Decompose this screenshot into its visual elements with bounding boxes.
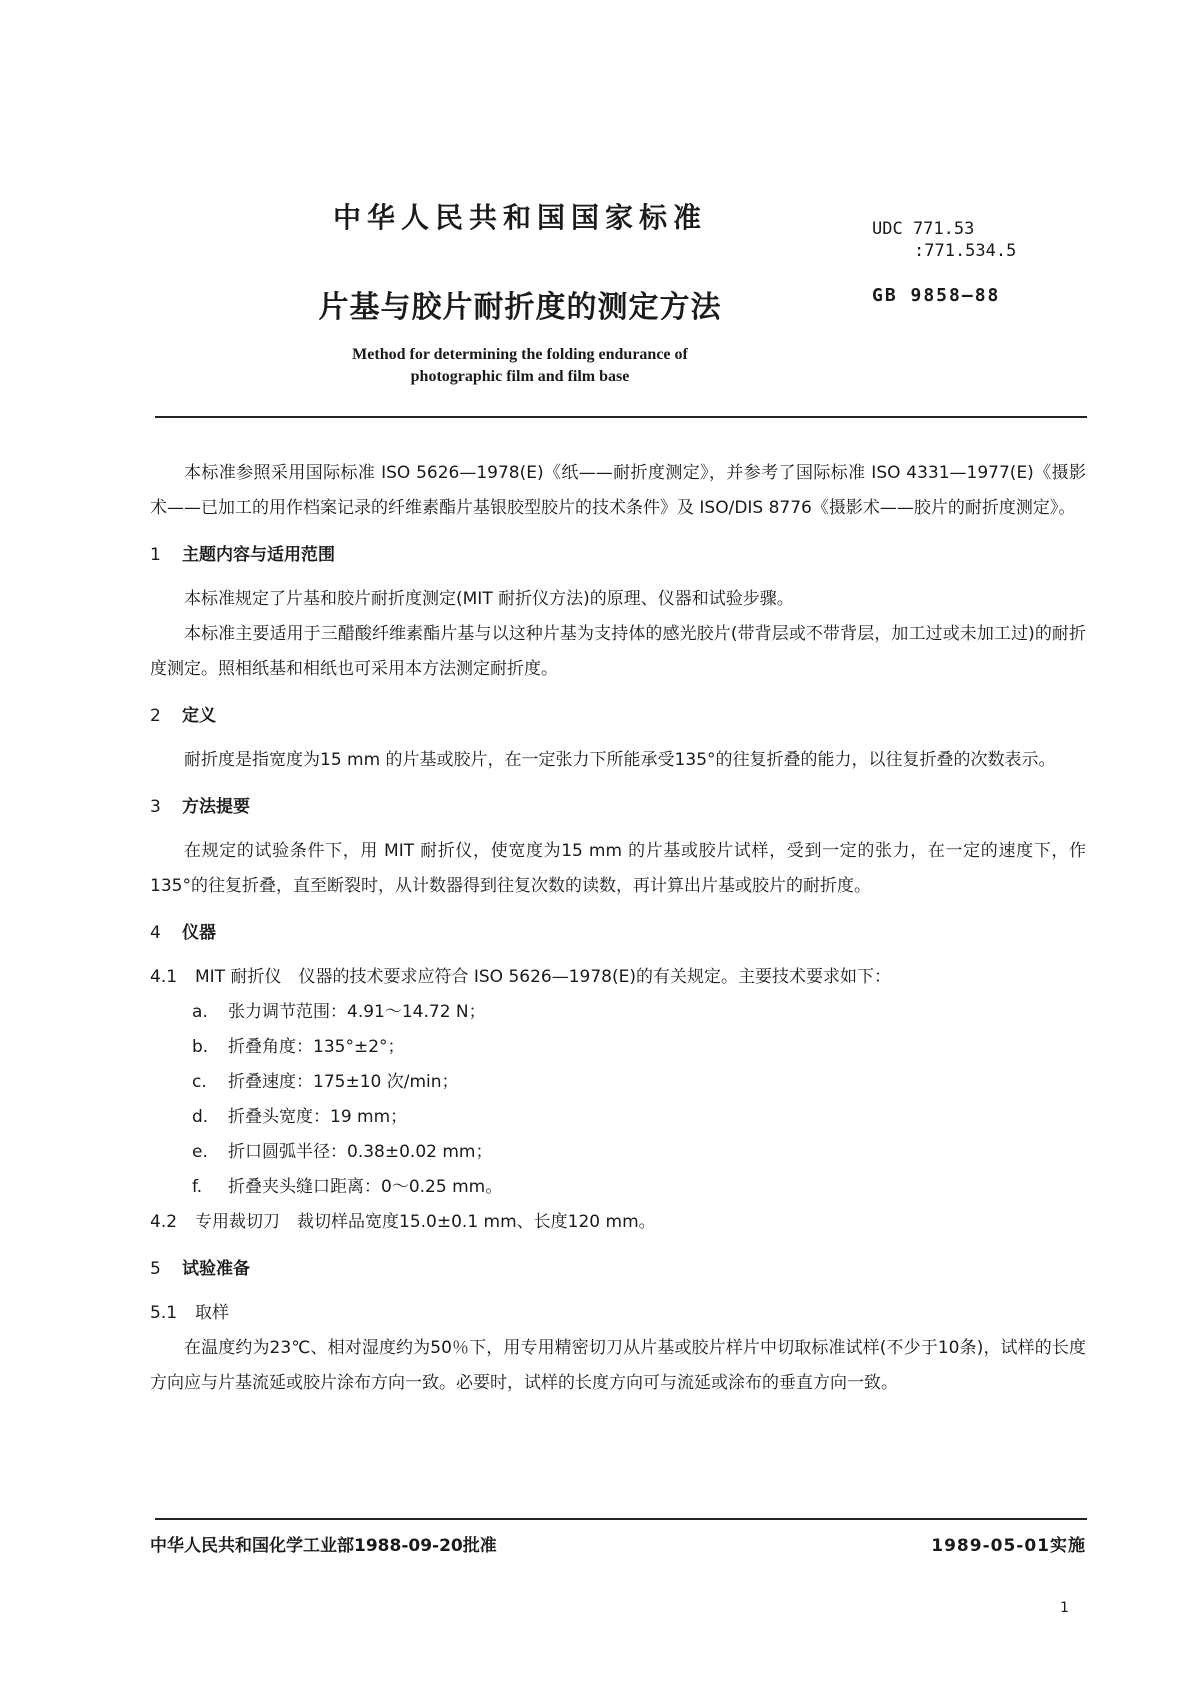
item-label: e. (192, 1142, 208, 1162)
section-1-paragraph-2: 本标准主要适用于三醋酸纤维素酯片基与以这种片基为支持体的感光胶片(带背层或不带背层，加工过或未加工过)的耐折度测定。照相纸基和相纸也可采用本方法测定耐折度。 (150, 624, 1086, 679)
section-4-heading (150, 916, 1086, 951)
subsection-4-2 (150, 1205, 1086, 1240)
section-title: 主题内容与适用范围 (182, 545, 335, 565)
section-5-heading (150, 1252, 1086, 1287)
udc-line-1: UDC 771.53 (872, 219, 975, 239)
top-rule (155, 416, 1087, 418)
section-1-heading (150, 538, 1086, 573)
section-5-paragraph-1: 在温度约为23℃、相对湿度约为50％下，用专用精密切刀从片基或胶片样片中切取标准试样(不少于10条)，试样的长度方向应与片基流延或胶片涂布方向一致。必要时，试样的长度方向可与流延或涂布的垂直方向一致。 (150, 1338, 1086, 1393)
subsection-number: 5.1 (150, 1303, 178, 1323)
subsection-5-1 (150, 1296, 1086, 1331)
subsection-text: 专用裁切刀 裁切样品宽度15.0±0.1 mm、长度120 mm。 (195, 1212, 656, 1232)
bottom-rule (155, 1518, 1087, 1520)
section-number: 2 (150, 706, 161, 726)
item-label: c. (192, 1072, 207, 1092)
gb-number: GB 9858—88 (872, 285, 1001, 306)
section-2-paragraph-1: 耐折度是指宽度为15 mm 的片基或胶片，在一定张力下所能承受135°的往复折叠的能力，以往复折叠的次数表示。 (184, 750, 1056, 770)
subsection-4-1 (150, 960, 1086, 995)
section-3-paragraph-1: 在规定的试验条件下，用 MIT 耐折仪，使宽度为15 mm 的片基或胶片试样，受到一定的张力，在一定的速度下，作135°的往复折叠，直至断裂时，从计数器得到往复次数的读数，再计算出片基或胶片的耐折度。 (150, 841, 1086, 896)
list-item (150, 1135, 1086, 1170)
section-3-heading (150, 790, 1086, 825)
item-label: a. (192, 1002, 208, 1022)
english-title-line-1: Method for determining the folding endurance of (352, 346, 688, 363)
section-number: 1 (150, 545, 161, 565)
page-number: 1 (1060, 1600, 1069, 1616)
item-text: 折叠速度：175±10 次/min； (228, 1072, 459, 1092)
section-2-heading (150, 699, 1086, 734)
english-title (0, 344, 1040, 388)
section-number: 4 (150, 923, 161, 943)
udc-line-2: :771.534.5 (914, 241, 1017, 261)
section-number: 5 (150, 1259, 161, 1279)
subsection-number: 4.1 (150, 967, 178, 987)
udc-code (872, 218, 1016, 262)
item-text: 折叠头宽度：19 mm； (228, 1107, 408, 1127)
section-number: 3 (150, 797, 161, 817)
item-label: f. (192, 1177, 203, 1197)
list-item (150, 995, 1086, 1030)
document-title: 片基与胶片耐折度的测定方法 (318, 290, 722, 325)
section-title: 试验准备 (182, 1259, 250, 1279)
section-1-paragraph-1: 本标准规定了片基和胶片耐折度测定(MIT 耐折仪方法)的原理、仪器和试验步骤。 (184, 589, 794, 609)
subsection-text: MIT 耐折仪 仪器的技术要求应符合 ISO 5626—1978(E)的有关规定。主要技术要求如下： (195, 967, 891, 987)
section-title: 方法提要 (182, 797, 250, 817)
item-text: 折叠夹头缝口距离：0～0.25 mm。 (228, 1177, 503, 1197)
list-item (150, 1030, 1086, 1065)
subsection-title: 取样 (195, 1303, 229, 1323)
item-text: 张力调节范围：4.91～14.72 N； (228, 1002, 486, 1022)
item-label: b. (192, 1037, 209, 1057)
effective-date: 1989-05-01实施 (931, 1536, 1086, 1556)
document-body (150, 456, 1086, 1401)
approval-info: 中华人民共和国化学工业部1988-09-20批准 (150, 1536, 497, 1556)
english-title-line-2: photographic film and film base (410, 368, 630, 385)
item-text: 折口圆弧半径：0.38±0.02 mm； (228, 1142, 493, 1162)
list-item (150, 1100, 1086, 1135)
standard-name: 中华人民共和国国家标准 (332, 201, 707, 234)
list-item (150, 1170, 1086, 1205)
subsection-number: 4.2 (150, 1212, 178, 1232)
item-text: 折叠角度：135°±2°； (228, 1037, 405, 1057)
list-item (150, 1065, 1086, 1100)
section-title: 定义 (182, 706, 216, 726)
section-title: 仪器 (182, 923, 216, 943)
item-label: d. (192, 1107, 209, 1127)
intro-paragraph: 本标准参照采用国际标准 ISO 5626—1978(E)《纸——耐折度测定》，并参考了国际标准 ISO 4331—1977(E)《摄影术——已加工的用作档案记录的纤维素酯片基银胶型胶片的技术条件》及 ISO/DIS 8776《摄影术——胶片的耐折度测定》。 (150, 463, 1086, 518)
